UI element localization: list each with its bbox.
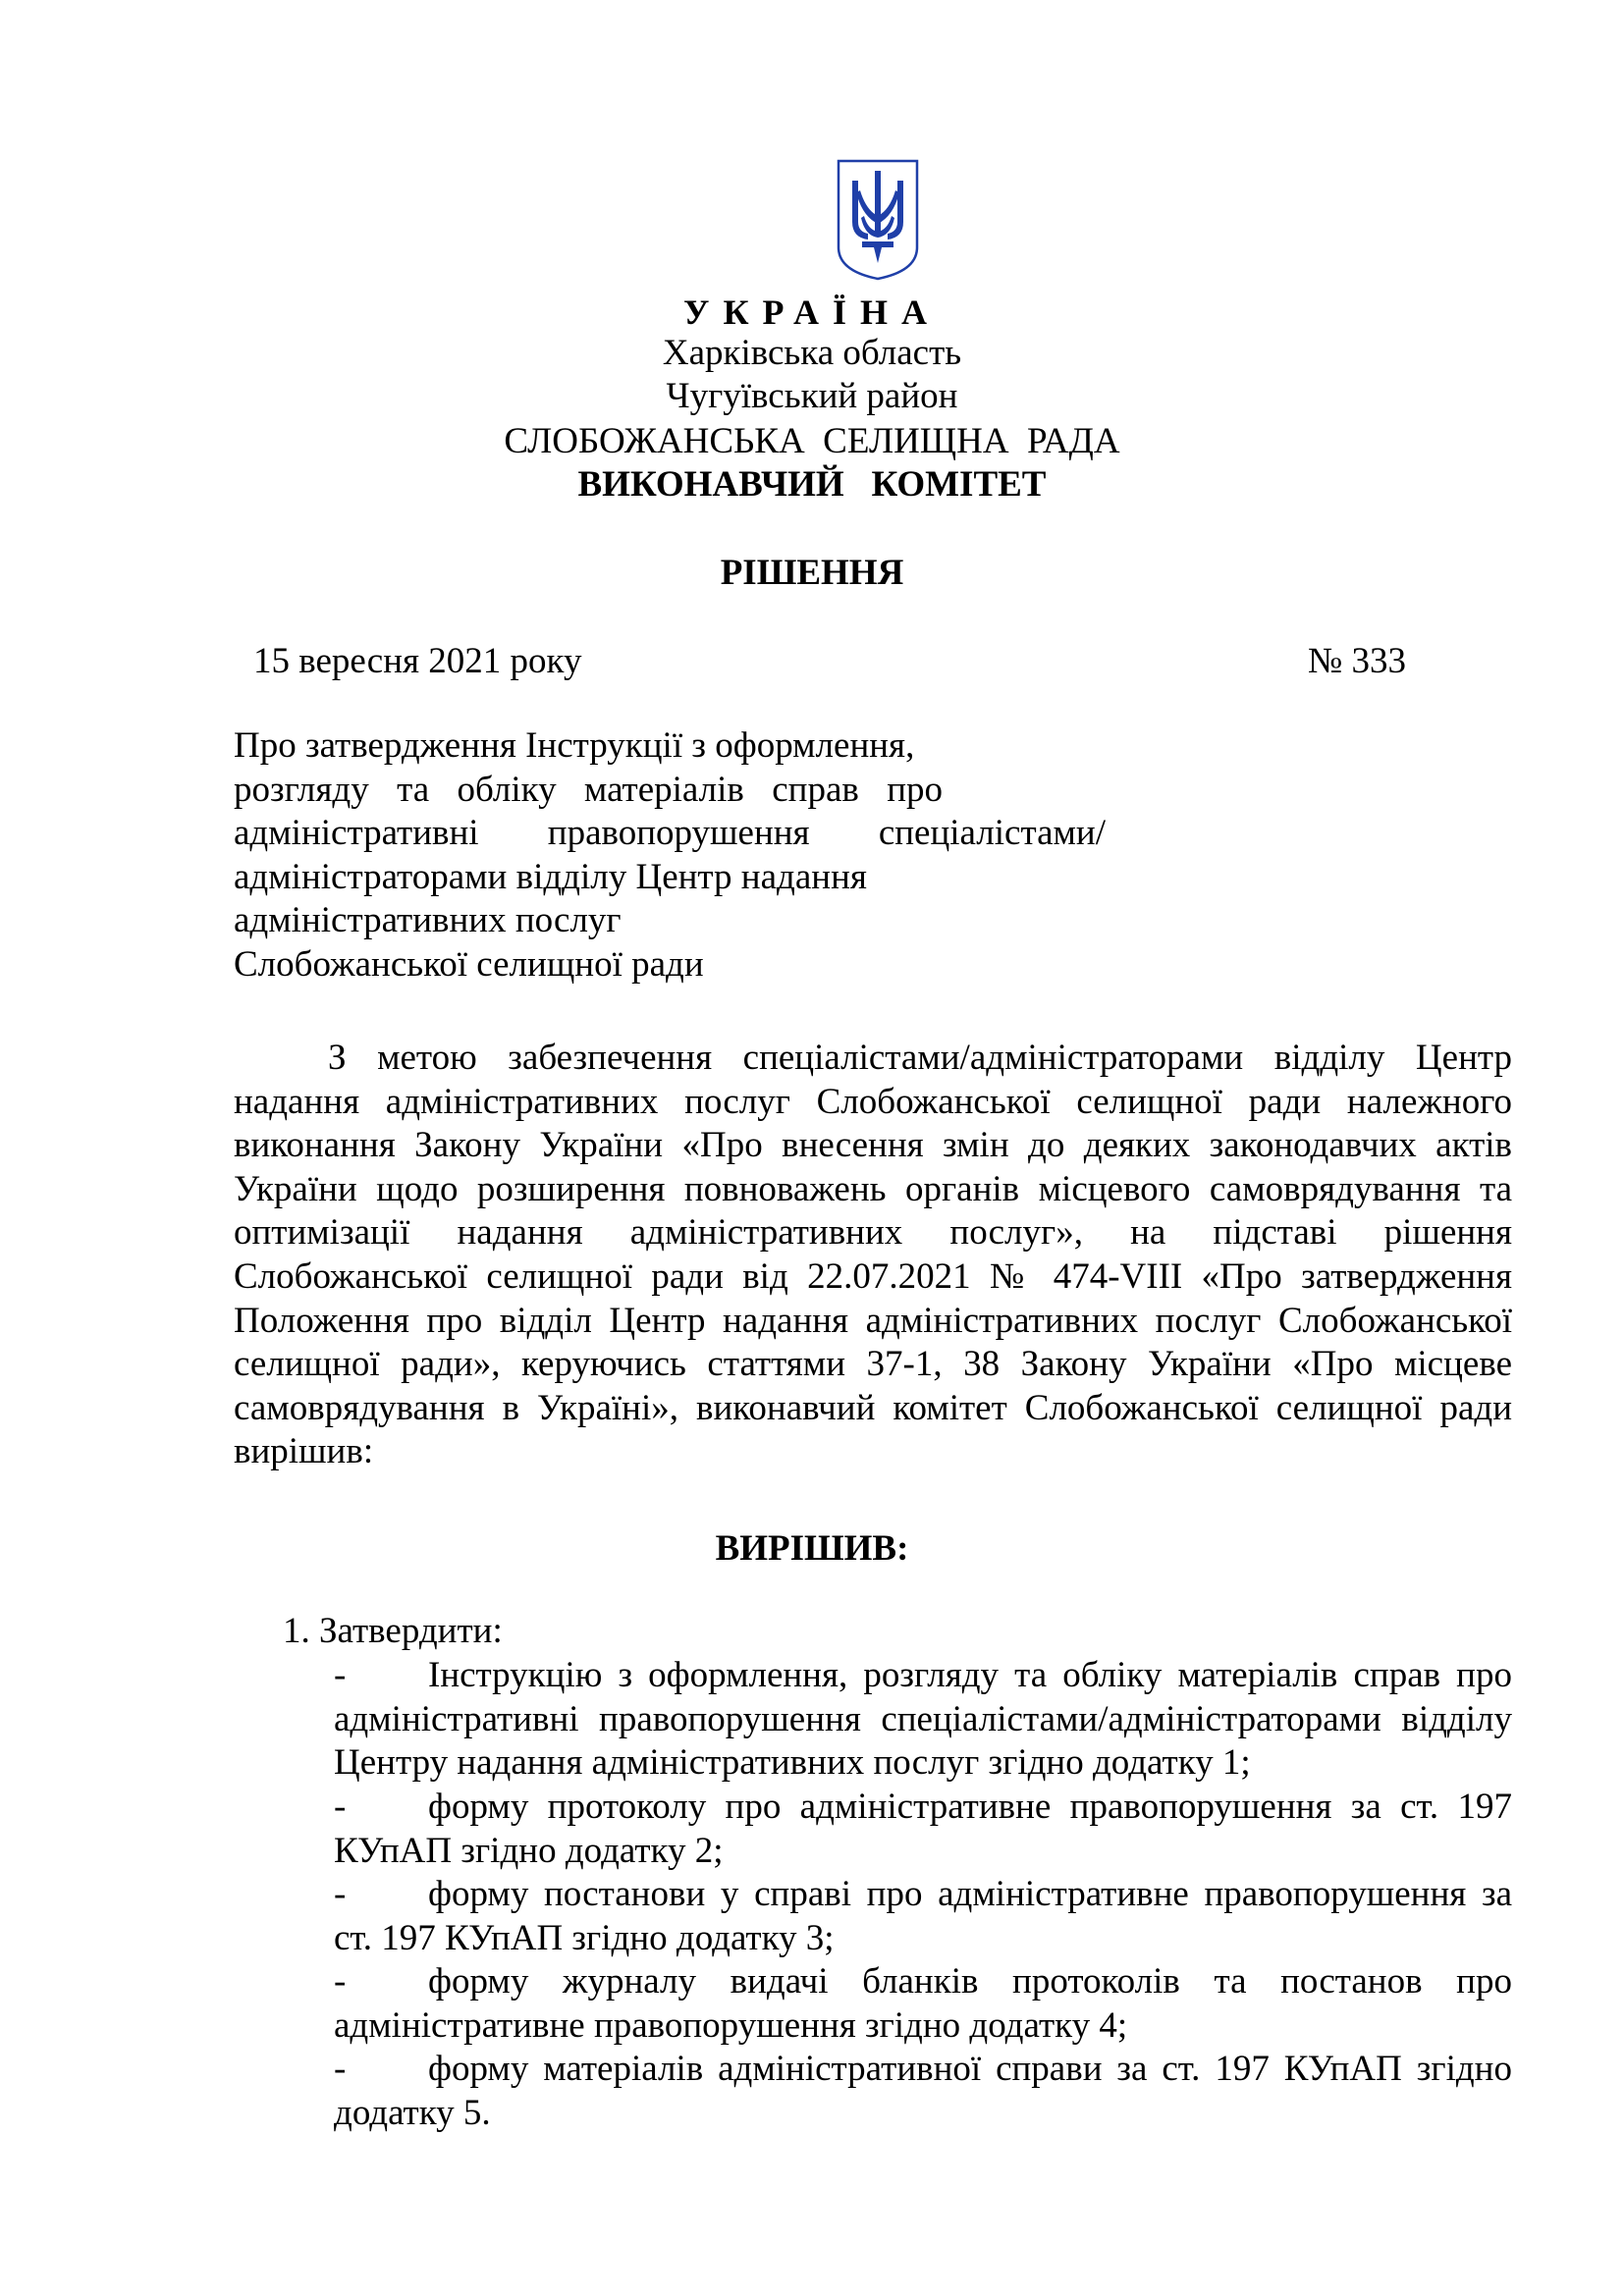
decided-heading: ВИРІШИВ: xyxy=(715,1528,909,1569)
list-dash: - xyxy=(334,1874,347,1914)
list-dash: - xyxy=(334,1961,347,2002)
committee-name: ВИКОНАВЧИЙ КОМІТЕТ xyxy=(577,464,1047,505)
region-name: Харківська область xyxy=(662,333,962,373)
preamble-paragraph: З метою забезпечення спеціалістами/адміністраторами відділу Центр надання адміністративних послуг Слобожанської селищної ради належного виконання Закону України «Про внесення змін до деяких законодавчих актів України щодо розширення повноважень органів місцевого самоврядування та оптимізації надання адміністративних послуг», на підставі рішення Слобожанської селищної ради від 22.07.2021 № 474-VIII «Про затвердження Положення про відділ Центр надання адміністративних послуг Слобожанської селищної ради», керуючись статтями 37-1, 38 Закону України «Про місцеве самоврядування в Україні», виконавчий комітет Слобожанської селищної ради вирішив: xyxy=(234,1038,1512,1472)
list-dash: - xyxy=(334,1655,347,1695)
council-name: СЛОБОЖАНСЬКА СЕЛИЩНА РАДА xyxy=(504,421,1120,461)
decision-date: 15 вересня 2021 року xyxy=(253,641,582,681)
subitem-5 xyxy=(334,2048,1512,2135)
subitem-text: форму журналу видачі бланків протоколів та постанов про адміністративне правопорушення згідно додатку 4; xyxy=(334,1961,1512,2046)
list-dash: - xyxy=(334,2049,347,2089)
subitem-1 xyxy=(334,1654,1512,1786)
country-name: УКРАЇНА xyxy=(683,293,941,332)
district-name: Чугуївський район xyxy=(666,376,958,416)
subitem-text: Інструкцію з оформлення, розгляду та обліку матеріалів справ про адміністративні правопорушення спеціалістами/адміністраторами відділу Центру надання адміністративних послуг згідно додатку 1; xyxy=(334,1655,1512,1783)
subject-line: Про затвердження Інструкції з оформлення, xyxy=(234,725,915,766)
subject-line: розгляду та обліку матеріалів справ про xyxy=(234,769,943,810)
item-1-label: 1. Затвердити: xyxy=(283,1611,503,1651)
subitem-4 xyxy=(334,1960,1512,2048)
document-type-title: РІШЕННЯ xyxy=(720,553,904,593)
coat-of-arms-icon xyxy=(835,157,921,283)
subject-line: Слобожанської селищної ради xyxy=(234,943,704,985)
subject-line: адміністративні правопорушення спеціалістами/ xyxy=(234,813,1106,853)
subitem-text: форму постанови у справі про адміністративне правопорушення за ст. 197 КУпАП згідно додатку 3; xyxy=(334,1874,1512,1958)
subitem-text: форму протоколу про адміністративне правопорушення за ст. 197 КУпАП згідно додатку 2; xyxy=(334,1787,1512,1871)
subject-line: адміністраторами відділу Центр надання xyxy=(234,856,867,897)
subject-line: адміністративних послуг xyxy=(234,900,622,940)
subitem-text: форму матеріалів адміністративної справи за ст. 197 КУпАП згідно додатку 5. xyxy=(334,2049,1512,2133)
list-dash: - xyxy=(334,1787,347,1827)
subitem-2 xyxy=(334,1786,1512,1873)
subitem-3 xyxy=(334,1873,1512,1960)
decision-number: № 333 xyxy=(1308,641,1407,681)
decision-subject xyxy=(234,724,1106,987)
